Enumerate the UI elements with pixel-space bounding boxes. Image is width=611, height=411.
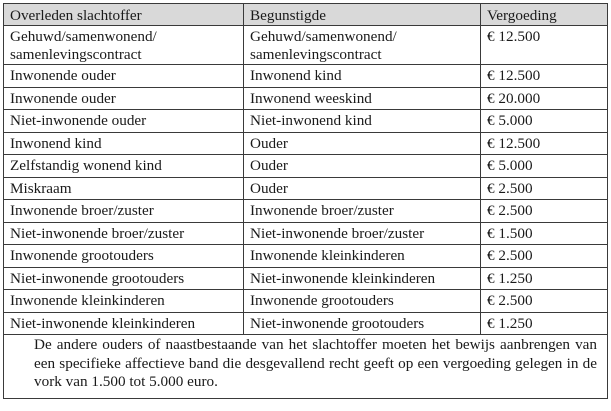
cell-beneficiary: Inwonend kind — [244, 65, 481, 88]
cell-deceased-victim: Gehuwd/samenwonend/ samenlevingscontract — [4, 26, 244, 65]
compensation-sheet — [3, 3, 607, 407]
footnote-text: De andere ouders of naastbestaande van het slachtoffer moeten het bewijs aanbrengen van een specifieke affectieve band die desgevallend recht geeft op een vergoeding gelegen in de vork van 1.500 tot 5.000 euro. — [4, 335, 608, 399]
table-row — [4, 110, 608, 133]
cell-deceased-victim: Niet-inwonende broer/zuster — [4, 222, 244, 245]
cell-beneficiary: Niet-inwonende grootouders — [244, 312, 481, 335]
cell-beneficiary: Ouder — [244, 132, 481, 155]
cell-compensation: € 2.500 — [481, 290, 608, 313]
cell-compensation: € 20.000 — [481, 87, 608, 110]
cell-compensation: € 12.500 — [481, 132, 608, 155]
table-footer — [4, 335, 608, 399]
table-row — [4, 290, 608, 313]
cell-compensation: € 2.500 — [481, 245, 608, 268]
cell-compensation: € 1.250 — [481, 312, 608, 335]
cell-deceased-victim: Inwonende ouder — [4, 87, 244, 110]
cell-beneficiary: Inwonend weeskind — [244, 87, 481, 110]
cell-beneficiary: Niet-inwonend kind — [244, 110, 481, 133]
column-header-deceased-victim: Overleden slachtoffer — [4, 4, 244, 26]
cell-beneficiary: Gehuwd/samenwonend/ samenlevingscontract — [244, 26, 481, 65]
table-row — [4, 132, 608, 155]
cell-beneficiary: Inwonende kleinkinderen — [244, 245, 481, 268]
table-row — [4, 222, 608, 245]
table-row — [4, 267, 608, 290]
cell-beneficiary: Inwonende broer/zuster — [244, 200, 481, 223]
table-row — [4, 177, 608, 200]
cell-compensation: € 2.500 — [481, 177, 608, 200]
table-row — [4, 245, 608, 268]
cell-beneficiary: Inwonende grootouders — [244, 290, 481, 313]
table-row — [4, 26, 608, 65]
cell-deceased-victim: Inwonend kind — [4, 132, 244, 155]
cell-beneficiary: Ouder — [244, 177, 481, 200]
table-row — [4, 155, 608, 178]
table-header — [4, 4, 608, 26]
footnote-row — [4, 335, 608, 399]
table-row — [4, 200, 608, 223]
cell-deceased-victim: Miskraam — [4, 177, 244, 200]
cell-deceased-victim: Niet-inwonende ouder — [4, 110, 244, 133]
column-header-beneficiary: Begunstigde — [244, 4, 481, 26]
cell-deceased-victim: Niet-inwonende grootouders — [4, 267, 244, 290]
cell-compensation: € 12.500 — [481, 65, 608, 88]
cell-beneficiary: Niet-inwonende broer/zuster — [244, 222, 481, 245]
column-header-compensation: Vergoeding — [481, 4, 608, 26]
cell-deceased-victim: Inwonende broer/zuster — [4, 200, 244, 223]
cell-compensation: € 1.500 — [481, 222, 608, 245]
cell-deceased-victim: Inwonende ouder — [4, 65, 244, 88]
cell-deceased-victim: Inwonende grootouders — [4, 245, 244, 268]
cell-deceased-victim: Inwonende kleinkinderen — [4, 290, 244, 313]
cell-beneficiary: Niet-inwonende kleinkinderen — [244, 267, 481, 290]
cell-deceased-victim: Niet-inwonende kleinkinderen — [4, 312, 244, 335]
table-row — [4, 87, 608, 110]
compensation-table — [3, 3, 608, 399]
cell-compensation: € 12.500 — [481, 26, 608, 65]
cell-compensation: € 5.000 — [481, 155, 608, 178]
table-row — [4, 65, 608, 88]
cell-beneficiary: Ouder — [244, 155, 481, 178]
table-row — [4, 312, 608, 335]
table-body — [4, 26, 608, 335]
cell-compensation: € 5.000 — [481, 110, 608, 133]
header-row — [4, 4, 608, 26]
cell-deceased-victim: Zelfstandig wonend kind — [4, 155, 244, 178]
cell-compensation: € 2.500 — [481, 200, 608, 223]
cell-compensation: € 1.250 — [481, 267, 608, 290]
